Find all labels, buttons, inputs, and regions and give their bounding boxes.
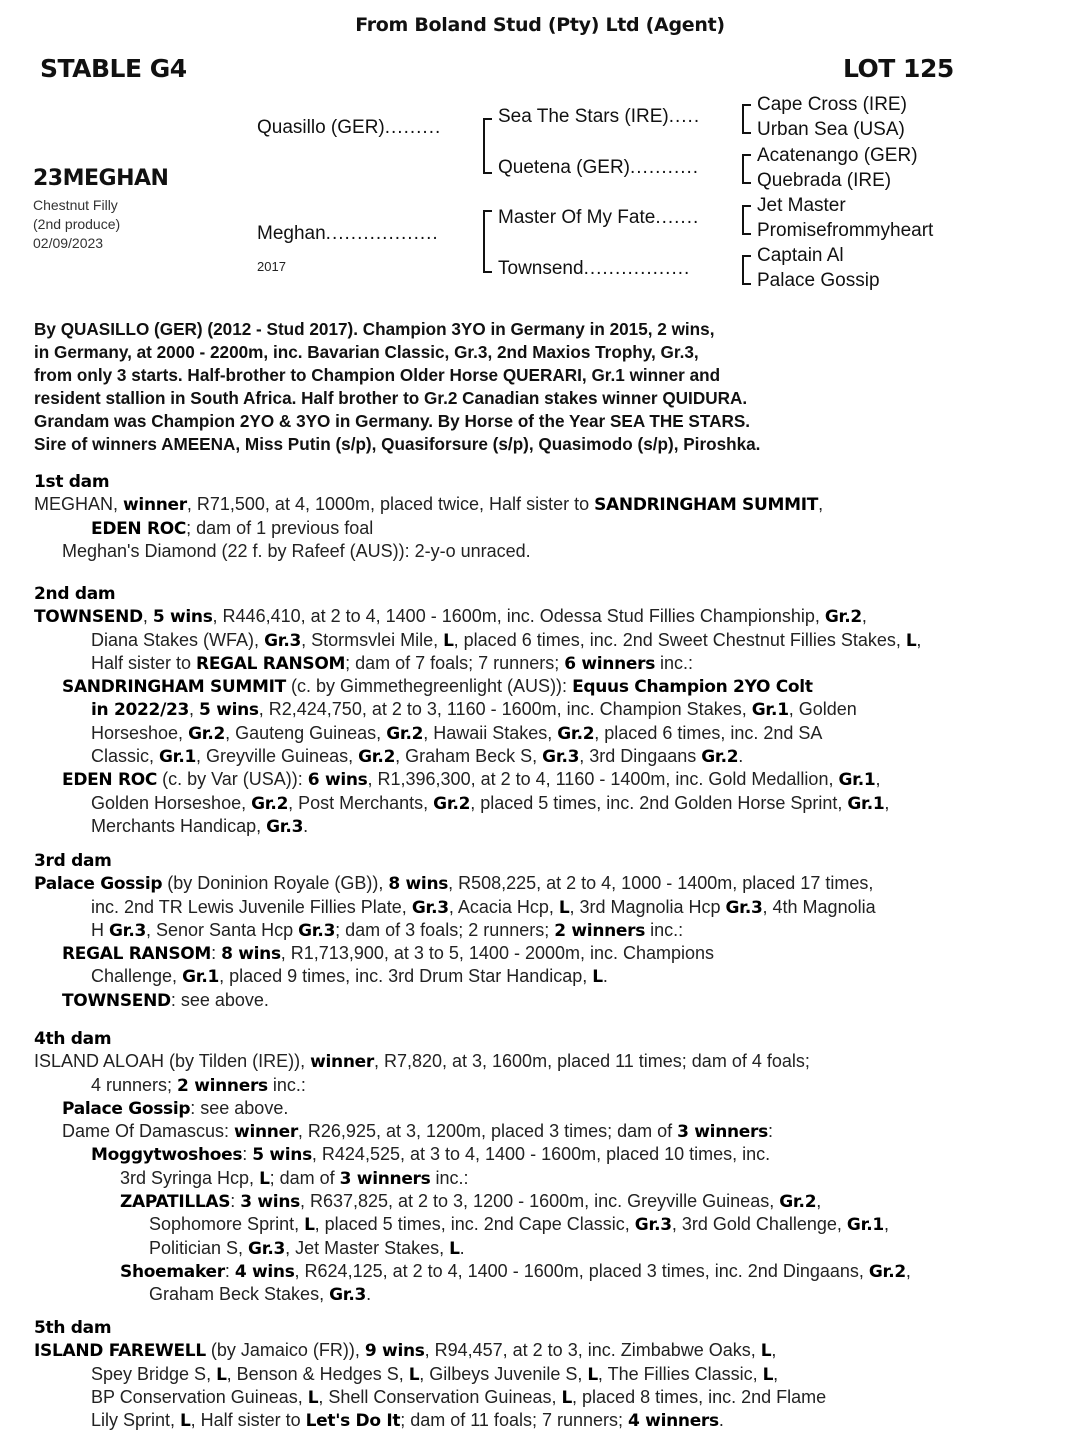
bold-text: Gr.3 bbox=[634, 1215, 672, 1236]
text: , R424,525, at 3 to 4, 1400 - 1600m, placed 10 times, inc. bbox=[311, 1144, 771, 1165]
bold-text: 4 wins bbox=[234, 1261, 295, 1282]
bold-text: Gr.3 bbox=[298, 920, 336, 941]
section-heading: 3rd dam bbox=[34, 851, 112, 871]
text: . bbox=[303, 815, 309, 836]
pedigree-line bbox=[34, 629, 1074, 652]
bold-text: Gr.1 bbox=[847, 793, 885, 814]
text: , R1,396,300, at 2 to 4, 1160 - 1400m, inc. Gold Medallion, bbox=[367, 769, 839, 790]
text: , Shell Conservation Guineas, bbox=[318, 1386, 562, 1407]
text: Classic, bbox=[91, 746, 160, 767]
bold-text: 9 wins bbox=[364, 1341, 425, 1362]
pedigree-line bbox=[34, 942, 1074, 965]
bold-text: 6 wins bbox=[307, 770, 368, 791]
text: ; dam of 1 previous foal bbox=[186, 517, 374, 538]
section-heading: 5th dam bbox=[34, 1318, 112, 1338]
bold-text: L bbox=[558, 897, 570, 918]
bold-text: 8 wins bbox=[221, 944, 281, 965]
pedigree-line bbox=[34, 919, 1074, 942]
pedigree-dam-year: 2017 bbox=[257, 259, 286, 274]
pedigree-line bbox=[34, 1213, 1074, 1236]
bold-text: Gr.3 bbox=[264, 630, 302, 651]
text: , The Fillies Classic, bbox=[597, 1363, 763, 1384]
text: ; dam of 11 foals; 7 runners; bbox=[400, 1410, 629, 1431]
text: , bbox=[905, 1260, 911, 1281]
text: , placed 6 times, inc. 2nd SA bbox=[594, 722, 823, 743]
text: , Gauteng Guineas, bbox=[225, 722, 387, 743]
bold-text: Gr.1 bbox=[838, 770, 876, 791]
pedigree-line bbox=[34, 1190, 1074, 1213]
text: , bbox=[884, 792, 890, 813]
pedigree-line bbox=[34, 1363, 1074, 1386]
section-heading: 4th dam bbox=[34, 1029, 112, 1049]
bold-text: 5 wins bbox=[152, 607, 213, 628]
text: , placed 5 times, inc. 2nd Cape Classic, bbox=[314, 1214, 635, 1235]
text: , R1,713,900, at 3 to 5, 1400 - 2000m, inc. Champions bbox=[280, 943, 715, 964]
text: , Hawaii Stakes, bbox=[423, 722, 558, 743]
text: , placed 5 times, inc. 2nd Golden Horse Sprint, bbox=[470, 792, 848, 813]
bold-text: Gr.3 bbox=[266, 816, 304, 837]
pedigree-line bbox=[34, 896, 1074, 919]
bold-text: Gr.2 bbox=[386, 723, 424, 744]
bold-text: 3 wins bbox=[240, 1192, 300, 1213]
text: , Greyville Guineas, bbox=[196, 746, 359, 767]
horse-description: Chestnut Filly bbox=[33, 197, 118, 213]
text: , Gilbeys Juvenile S, bbox=[419, 1363, 588, 1384]
bracket bbox=[742, 154, 751, 184]
pedigree-ggp: Cape Cross (IRE) bbox=[757, 94, 907, 115]
text: , placed 9 times, inc. 3rd Drum Star Handicap, bbox=[219, 966, 593, 987]
pedigree-line bbox=[34, 1050, 1074, 1073]
text: . bbox=[718, 1410, 724, 1431]
bold-text: Gr.1 bbox=[846, 1215, 884, 1236]
pedigree-line bbox=[34, 965, 1074, 988]
text: : bbox=[211, 943, 222, 964]
text: , Half sister to bbox=[190, 1410, 306, 1431]
text: 4 runners; bbox=[91, 1074, 178, 1095]
dam-section-3 bbox=[34, 850, 1074, 1012]
pedigree-ggp: Jet Master bbox=[757, 195, 846, 216]
text: , R508,225, at 2 to 4, 1000 - 1400m, placed 17 times, bbox=[448, 873, 874, 894]
text: ; dam of 7 foals; 7 runners; bbox=[345, 652, 565, 673]
pedigree-line bbox=[34, 1409, 1074, 1432]
bold-text: winner bbox=[310, 1052, 374, 1073]
text: Graham Beck Stakes, bbox=[149, 1284, 330, 1305]
text: , Golden bbox=[788, 699, 857, 720]
sire-summary: By QUASILLO (GER) (2012 - Stud 2017). Champion 3YO in Germany in 2015, 2 wins, in Germany, at 2000 - 2200m, inc. Bavarian Classic, Gr.3, 2nd Maxios Trophy, Gr.3, from only 3 starts. Half-brother to Champion Older Horse QUERARI, Gr.1 winner and resident stallion in South Africa. Half brother to Gr.2 Canadian stakes winner QUIDURA. Grandam was Champion 2YO & 3YO in Germany. By Horse of the Year SEA THE STARS. Sire of winners AMEENA, Miss Putin (s/p), Quasiforsure (s/p), Quasimodo (s/p), Piroshka. bbox=[34, 319, 761, 454]
bold-text: Gr.2 bbox=[701, 747, 739, 768]
text: , R637,825, at 2 to 3, 1200 - 1600m, inc. Greyville Guineas, bbox=[299, 1191, 780, 1212]
dam-section-2 bbox=[34, 583, 1074, 838]
bold-text: Moggytwoshoes bbox=[91, 1145, 243, 1166]
bold-text: winner bbox=[234, 1122, 298, 1143]
horse-produce: (2nd produce) bbox=[33, 216, 121, 232]
bold-text: winner bbox=[123, 495, 187, 516]
bracket bbox=[483, 118, 492, 174]
text: (c. by Var (USA)): bbox=[157, 769, 308, 790]
bold-text: L bbox=[443, 630, 454, 651]
text: . bbox=[459, 1237, 465, 1258]
text: inc.: bbox=[267, 1074, 306, 1095]
text: : bbox=[230, 1191, 241, 1212]
bold-text: Shoemaker bbox=[120, 1261, 225, 1282]
text: (by Doninion Royale (GB)), bbox=[162, 873, 389, 894]
bold-text: in 2022/23 bbox=[91, 700, 190, 721]
bold-text: 8 wins bbox=[388, 874, 449, 895]
bold-text: Gr.2 bbox=[188, 723, 226, 744]
bold-text: SANDRINGHAM SUMMIT bbox=[594, 495, 819, 516]
bold-text: ISLAND FAREWELL bbox=[34, 1341, 206, 1362]
section-heading: 1st dam bbox=[34, 472, 110, 492]
bold-text: Gr.3 bbox=[411, 897, 449, 918]
bold-text: L bbox=[408, 1364, 420, 1385]
text: , 3rd Dingaans bbox=[579, 746, 702, 767]
bold-text: Gr.1 bbox=[182, 967, 220, 988]
bold-text: 3 winners bbox=[339, 1168, 431, 1189]
text: : bbox=[224, 1260, 235, 1281]
bold-text: Gr.3 bbox=[109, 920, 147, 941]
bold-text: L bbox=[762, 1364, 774, 1385]
text: inc.: bbox=[655, 652, 694, 673]
pedigree-ggp: Promisefrommyheart bbox=[757, 220, 934, 241]
pedigree-ggp: Quebrada (IRE) bbox=[757, 170, 892, 191]
text: , Graham Beck S, bbox=[395, 746, 543, 767]
bold-text: Palace Gossip bbox=[34, 874, 163, 895]
text: MEGHAN, bbox=[34, 494, 124, 515]
bold-text: TOWNSEND bbox=[34, 607, 143, 628]
text: , bbox=[142, 606, 153, 627]
horse-foaled-date: 02/09/2023 bbox=[33, 235, 104, 251]
text: , bbox=[189, 699, 200, 720]
text: : see above. bbox=[190, 1097, 289, 1118]
text: Sophomore Sprint, bbox=[149, 1214, 305, 1235]
bold-text: Gr.2 bbox=[557, 723, 595, 744]
bold-text: Gr.2 bbox=[868, 1261, 906, 1282]
pedigree-ggp: Urban Sea (USA) bbox=[757, 119, 905, 140]
text: , R94,457, at 2 to 3, inc. Zimbabwe Oaks, bbox=[424, 1340, 761, 1361]
bold-text: 3 winners bbox=[677, 1122, 768, 1143]
pedigree-line bbox=[34, 517, 1074, 540]
text: Diana Stakes (WFA), bbox=[91, 629, 265, 650]
text: . bbox=[602, 966, 608, 987]
pedigree-dam: Meghan.................. bbox=[257, 223, 439, 244]
bold-text: 2 winners bbox=[177, 1075, 268, 1096]
dam-section-1 bbox=[34, 471, 1074, 562]
text: , Senor Santa Hcp bbox=[146, 919, 299, 940]
bold-text: EDEN ROC bbox=[62, 770, 158, 791]
pedigree-line bbox=[34, 989, 1074, 1012]
pedigree-line bbox=[34, 1339, 1074, 1362]
bold-text: L bbox=[587, 1364, 598, 1385]
text: , 3rd Gold Challenge, bbox=[671, 1214, 847, 1235]
pedigree-line bbox=[34, 540, 1074, 562]
bold-text: Gr.2 bbox=[358, 747, 396, 768]
bracket bbox=[742, 255, 751, 285]
text: , R26,925, at 3, 1200m, placed 3 times; dam of bbox=[297, 1121, 678, 1142]
text: : bbox=[767, 1121, 773, 1142]
text: inc. 2nd TR Lewis Juvenile Fillies Plate, bbox=[91, 896, 412, 917]
text: , bbox=[773, 1363, 779, 1384]
pedigree-ggp: Palace Gossip bbox=[757, 270, 880, 291]
text: Half sister to bbox=[91, 652, 197, 673]
bold-text: ZAPATILLAS bbox=[120, 1192, 231, 1213]
bold-text: EDEN ROC bbox=[91, 518, 187, 539]
text: H bbox=[91, 919, 109, 940]
bold-text: TOWNSEND bbox=[62, 990, 171, 1011]
pedigree-line bbox=[34, 1283, 1074, 1306]
bold-text: Gr.2 bbox=[251, 793, 289, 814]
text: BP Conservation Guineas, bbox=[91, 1386, 308, 1407]
pedigree-line bbox=[34, 745, 1074, 768]
leader-dots: ......... bbox=[384, 117, 442, 138]
bold-text: Gr.2 bbox=[433, 793, 471, 814]
pedigree-line bbox=[34, 1143, 1074, 1166]
text: , Benson & Hedges S, bbox=[226, 1363, 409, 1384]
pedigree-dam-dam: Townsend................. bbox=[498, 258, 691, 279]
bold-text: L bbox=[216, 1364, 227, 1385]
text: Spey Bridge S, bbox=[91, 1363, 217, 1384]
text: Meghan's Diamond (22 f. by Rafeef (AUS)): 2-y-o unraced. bbox=[62, 540, 531, 561]
pedigree-line bbox=[34, 1097, 1074, 1120]
text: , Stormsvlei Mile, bbox=[301, 629, 444, 650]
dam-section-5 bbox=[34, 1317, 1074, 1432]
pedigree-line bbox=[34, 493, 1074, 516]
text: , bbox=[818, 494, 824, 515]
bracket bbox=[742, 205, 751, 235]
dam-section-4 bbox=[34, 1028, 1074, 1307]
text: Dame Of Damascus: bbox=[62, 1121, 235, 1142]
bold-text: L bbox=[259, 1168, 270, 1189]
consignor-heading: From Boland Stud (Pty) Ltd (Agent) bbox=[355, 14, 725, 36]
text: : see above. bbox=[170, 989, 269, 1010]
text: Golden Horseshoe, bbox=[91, 792, 252, 813]
text: . bbox=[738, 746, 744, 767]
bold-text: Gr.1 bbox=[751, 700, 789, 721]
text: 3rd Syringa Hcp, bbox=[120, 1167, 260, 1188]
pedigree-line bbox=[34, 1237, 1074, 1260]
bold-text: L bbox=[180, 1411, 191, 1432]
bold-text: 6 winners bbox=[564, 653, 656, 674]
text: , Post Merchants, bbox=[288, 792, 434, 813]
bold-text: 5 wins bbox=[199, 700, 259, 721]
bold-text: L bbox=[561, 1387, 573, 1408]
bold-text: 5 wins bbox=[252, 1145, 312, 1166]
bold-text: Gr.3 bbox=[542, 747, 580, 768]
text: , placed 8 times, inc. 2nd Flame bbox=[572, 1386, 827, 1407]
pedigree-line bbox=[34, 652, 1074, 675]
bold-text: Equus Champion 2YO Colt bbox=[572, 677, 813, 698]
pedigree-sire-sire: Sea The Stars (IRE)..... bbox=[498, 106, 701, 127]
text: ISLAND ALOAH (by Tilden (IRE)), bbox=[34, 1051, 311, 1072]
pedigree-line bbox=[34, 815, 1074, 838]
pedigree-line bbox=[34, 1260, 1074, 1283]
pedigree-ggp: Captain Al bbox=[757, 245, 844, 266]
bold-text: Palace Gossip bbox=[62, 1098, 191, 1119]
text: , bbox=[861, 606, 867, 627]
text: . bbox=[366, 1284, 372, 1305]
pedigree-line bbox=[34, 1074, 1074, 1097]
stable-label: STABLE G4 bbox=[40, 54, 187, 83]
bold-text: REGAL RANSOM bbox=[196, 653, 346, 674]
text: , R624,125, at 2 to 4, 1400 - 1600m, placed 3 times, inc. 2nd Dingaans, bbox=[294, 1260, 869, 1281]
pedigree-line bbox=[34, 605, 1074, 628]
text: , Jet Master Stakes, bbox=[285, 1237, 450, 1258]
pedigree-line bbox=[34, 698, 1074, 721]
text: , bbox=[771, 1340, 777, 1361]
pedigree-line bbox=[34, 768, 1074, 791]
bold-text: L bbox=[449, 1238, 460, 1259]
text: , 4th Magnolia bbox=[762, 896, 876, 917]
bold-text: Let's Do It bbox=[305, 1411, 401, 1432]
text: , R7,820, at 3, 1600m, placed 11 times; dam of 4 foals; bbox=[373, 1051, 810, 1072]
text: , bbox=[916, 629, 922, 650]
text: , bbox=[883, 1214, 889, 1235]
pedigree-dam-sire: Master Of My Fate....... bbox=[498, 207, 700, 228]
bold-text: L bbox=[905, 630, 917, 651]
bold-text: Gr.2 bbox=[779, 1192, 817, 1213]
text: Politician S, bbox=[149, 1237, 249, 1258]
text: inc.: bbox=[430, 1167, 469, 1188]
text: , 3rd Magnolia Hcp bbox=[569, 896, 726, 917]
text: ; dam of 3 foals; 2 runners; bbox=[335, 919, 555, 940]
section-heading: 2nd dam bbox=[34, 584, 116, 604]
text: inc.: bbox=[645, 919, 684, 940]
bold-text: L bbox=[592, 967, 603, 988]
pedigree-line bbox=[34, 1120, 1074, 1143]
text: (c. by Gimmethegreenlight (AUS)): bbox=[285, 676, 573, 697]
leader-dots: .................. bbox=[325, 223, 439, 244]
bold-text: 4 winners bbox=[628, 1411, 719, 1432]
text: , bbox=[875, 769, 881, 790]
horse-name: 23MEGHAN bbox=[33, 166, 169, 191]
text: Merchants Handicap, bbox=[91, 815, 267, 836]
pedigree-line bbox=[34, 722, 1074, 745]
text: (by Jamaico (FR)), bbox=[205, 1340, 365, 1361]
pedigree-ggp: Acatenango (GER) bbox=[757, 145, 918, 166]
text: , bbox=[816, 1191, 822, 1212]
pedigree-line bbox=[34, 1386, 1074, 1409]
pedigree-line bbox=[34, 675, 1074, 698]
bold-text: SANDRINGHAM SUMMIT bbox=[62, 677, 286, 698]
text: , placed 6 times, inc. 2nd Sweet Chestnut Fillies Stakes, bbox=[453, 629, 906, 650]
text: Lily Sprint, bbox=[91, 1410, 181, 1431]
bold-text: L bbox=[760, 1341, 772, 1362]
bold-text: REGAL RANSOM bbox=[62, 944, 212, 965]
bold-text: Gr.3 bbox=[329, 1285, 367, 1306]
pedigree-line bbox=[34, 792, 1074, 815]
bold-text: Gr.3 bbox=[725, 897, 763, 918]
bold-text: L bbox=[307, 1387, 319, 1408]
text: , R71,500, at 4, 1000m, placed twice, Half sister to bbox=[186, 494, 595, 515]
text: , R446,410, at 2 to 4, 1400 - 1600m, inc. Odessa Stud Fillies Championship, bbox=[212, 606, 825, 627]
bracket bbox=[483, 210, 492, 273]
text: Challenge, bbox=[91, 966, 183, 987]
pedigree-line bbox=[34, 872, 1074, 895]
text: ; dam of bbox=[269, 1167, 340, 1188]
pedigree-sire-dam: Quetena (GER)........... bbox=[498, 157, 700, 178]
text: Horseshoe, bbox=[91, 722, 189, 743]
lot-number: LOT 125 bbox=[843, 54, 954, 83]
bold-text: Gr.1 bbox=[159, 747, 197, 768]
pedigree-line bbox=[34, 1167, 1074, 1190]
bracket bbox=[742, 104, 751, 134]
bold-text: Gr.2 bbox=[824, 607, 862, 628]
bold-text: 2 winners bbox=[554, 920, 646, 941]
text: , Acacia Hcp, bbox=[448, 896, 559, 917]
bold-text: L bbox=[304, 1215, 315, 1236]
bold-text: Gr.3 bbox=[248, 1238, 286, 1259]
text: , R2,424,750, at 2 to 3, 1160 - 1600m, inc. Champion Stakes, bbox=[258, 699, 752, 720]
text: : bbox=[242, 1144, 253, 1165]
pedigree-sire: Quasillo (GER)......... bbox=[257, 117, 442, 138]
